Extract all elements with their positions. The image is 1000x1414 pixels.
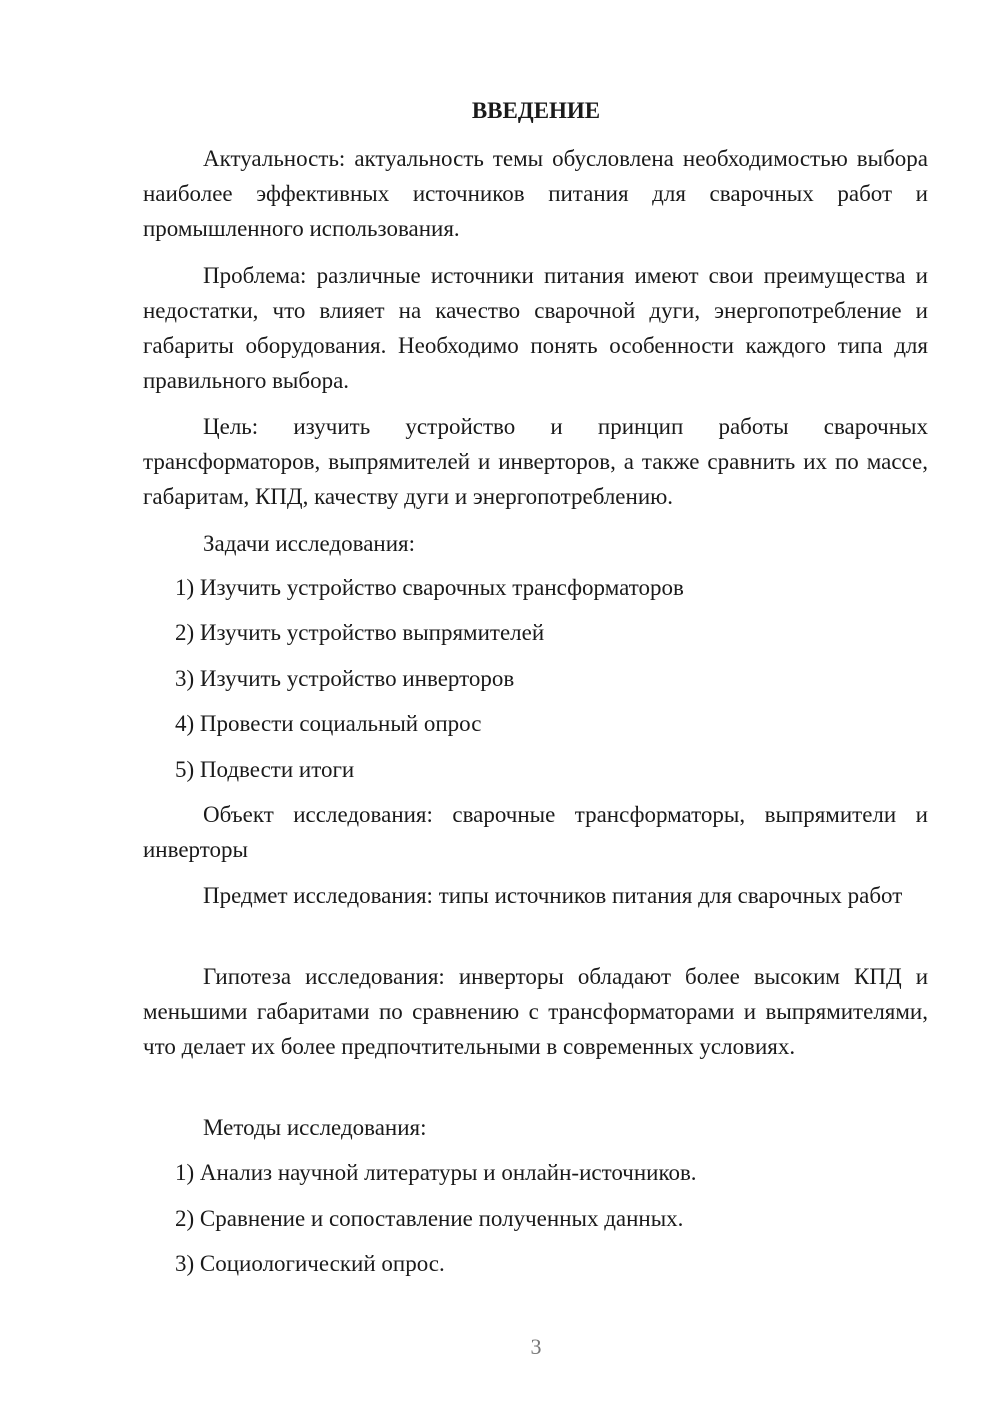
relevance-paragraph: Актуальность: актуальность темы обусловлена необходимостью выбора наиболее эффективных источников питания для сварочных работ и промышленного использования. xyxy=(143,146,928,241)
task-item: 2) Изучить устройство выпрямителей xyxy=(175,620,545,645)
task-item: 5) Подвести итоги xyxy=(175,757,355,782)
subject-paragraph: Предмет исследования: типы источников питания для сварочных работ xyxy=(203,883,903,908)
task-item: 3) Изучить устройство инверторов xyxy=(175,666,515,691)
problem-paragraph: Проблема: различные источники питания имеют свои преимущества и недостатки, что влияет на качество сварочной дуги, энергопотребление и габариты оборудования. Необходимо понять особенности каждого типа для правильного выбора. xyxy=(143,263,928,393)
section-title: ВВЕДЕНИЕ xyxy=(471,98,601,123)
task-item: 4) Провести социальный опрос xyxy=(175,711,482,736)
task-item: 1) Изучить устройство сварочных трансформаторов xyxy=(175,575,684,600)
object-paragraph: Объект исследования: сварочные трансформаторы, выпрямители и инверторы xyxy=(143,802,928,862)
tasks-heading: Задачи исследования: xyxy=(203,531,416,556)
goal-paragraph: Цель: изучить устройство и принцип работы сварочных трансформаторов, выпрямителей и инверторов, а также сравнить их по массе, габаритам, КПД, качеству дуги и энергопотреблению. xyxy=(143,414,928,509)
method-item: 3) Социологический опрос. xyxy=(175,1251,445,1276)
hypothesis-paragraph: Гипотеза исследования: инверторы обладают более высоким КПД и меньшими габаритами по сравнению с трансформаторами и выпрямителями, что делает их более предпочтительными в современных условиях. xyxy=(143,964,928,1059)
method-item: 2) Сравнение и сопоставление полученных данных. xyxy=(175,1206,684,1231)
page-number: 3 xyxy=(530,1334,542,1359)
methods-heading: Методы исследования: xyxy=(203,1115,427,1140)
method-item: 1) Анализ научной литературы и онлайн-источников. xyxy=(175,1160,697,1185)
